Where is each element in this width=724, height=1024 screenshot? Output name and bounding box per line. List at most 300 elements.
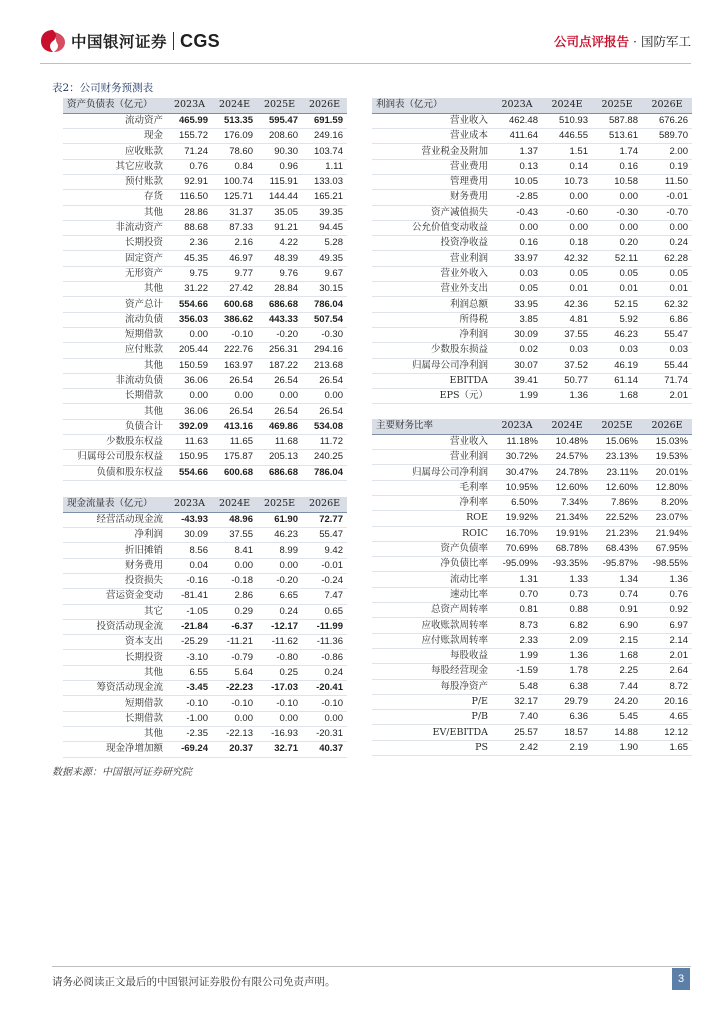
table-row — [372, 129, 692, 144]
table-row — [372, 603, 692, 618]
row-label: 固定资产 — [63, 251, 167, 266]
value-cell: 25.57 — [492, 725, 542, 740]
row-label: 营业外收入 — [372, 266, 492, 281]
table-title-cell: 主要财务比率 — [372, 419, 492, 434]
value-cell: 686.68 — [257, 297, 302, 312]
value-cell: 510.93 — [542, 113, 592, 128]
table-row — [63, 604, 347, 619]
value-cell: -95.09% — [492, 557, 542, 572]
value-cell: 22.52% — [592, 511, 642, 526]
value-cell: 595.47 — [257, 113, 302, 128]
year-header-cell: 2026E — [642, 98, 692, 113]
table-row — [63, 190, 347, 205]
value-cell: 32.17 — [492, 694, 542, 709]
value-cell: 469.86 — [257, 419, 302, 434]
value-cell: 2.01 — [642, 389, 692, 404]
value-cell: 21.34% — [542, 511, 592, 526]
table-row — [372, 266, 692, 281]
value-cell: 88.68 — [167, 220, 212, 235]
value-cell: 1.36 — [642, 572, 692, 587]
value-cell: 35.05 — [257, 205, 302, 220]
row-label: 总资产周转率 — [372, 603, 492, 618]
row-label: 归属母公司股东权益 — [63, 450, 167, 465]
value-cell: 48.39 — [257, 251, 302, 266]
value-cell: 20.16 — [642, 694, 692, 709]
value-cell: 12.60% — [542, 480, 592, 495]
value-cell: -20.31 — [302, 726, 347, 741]
value-cell: 20.37 — [212, 742, 257, 757]
data-source-note: 数据来源：中国银河证券研究院 — [52, 767, 192, 778]
value-cell: 507.54 — [302, 312, 347, 327]
value-cell: 8.99 — [257, 543, 302, 558]
value-cell: 1.37 — [492, 144, 542, 159]
row-label: EBITDA — [372, 373, 492, 388]
row-label: 净利率 — [372, 495, 492, 510]
value-cell: 786.04 — [302, 297, 347, 312]
value-cell: 2.86 — [212, 589, 257, 604]
value-cell: 5.48 — [492, 679, 542, 694]
year-header-cell: 2025E — [257, 497, 302, 512]
table-row — [63, 297, 347, 312]
value-cell: 26.54 — [257, 404, 302, 419]
table-row — [372, 587, 692, 602]
value-cell: -0.79 — [212, 650, 257, 665]
value-cell: 1.36 — [542, 648, 592, 663]
table-row — [372, 434, 692, 449]
row-label: EV/EBITDA — [372, 725, 492, 740]
value-cell: 0.13 — [492, 159, 542, 174]
value-cell: 6.90 — [592, 618, 642, 633]
table-row — [63, 251, 347, 266]
value-cell: 30.47% — [492, 465, 542, 480]
table-row — [372, 312, 692, 327]
value-cell: 91.21 — [257, 220, 302, 235]
value-cell: 6.97 — [642, 618, 692, 633]
value-cell: 116.50 — [167, 190, 212, 205]
year-header-cell: 2026E — [302, 98, 347, 113]
year-header-cell: 2024E — [542, 98, 592, 113]
table-row — [372, 282, 692, 297]
table-row — [63, 465, 347, 480]
row-label: 资本支出 — [63, 635, 167, 650]
row-label: EPS（元） — [372, 389, 492, 404]
value-cell: 61.14 — [592, 373, 642, 388]
table-row — [372, 633, 692, 648]
value-cell: 9.75 — [167, 266, 212, 281]
table-row — [63, 558, 347, 573]
row-label: 投资活动现金流 — [63, 619, 167, 634]
balance-sheet-table — [63, 98, 347, 481]
row-label: P/E — [372, 694, 492, 709]
value-cell: 589.70 — [642, 129, 692, 144]
value-cell: 62.32 — [642, 297, 692, 312]
table-row — [372, 648, 692, 663]
value-cell: 0.00 — [492, 220, 542, 235]
value-cell: 9.77 — [212, 266, 257, 281]
row-label: 每股净资产 — [372, 679, 492, 694]
value-cell: 0.00 — [642, 220, 692, 235]
value-cell: 0.03 — [642, 343, 692, 358]
table-row — [63, 174, 347, 189]
value-cell: 39.41 — [492, 373, 542, 388]
table-row — [63, 450, 347, 465]
value-cell: 46.97 — [212, 251, 257, 266]
value-cell: 50.77 — [542, 373, 592, 388]
value-cell: 20.01% — [642, 465, 692, 480]
footer-disclaimer: 请务必阅读正文最后的中国银河证券股份有限公司免责声明。 — [52, 976, 336, 988]
row-label: 净利润 — [372, 327, 492, 342]
logo-cn-text: 中国银河证券 — [71, 33, 168, 51]
value-cell: -11.36 — [302, 635, 347, 650]
value-cell: 3.85 — [492, 312, 542, 327]
row-label: 其它应收款 — [63, 159, 167, 174]
value-cell: -69.24 — [167, 742, 212, 757]
value-cell: 7.86% — [592, 495, 642, 510]
table-row — [63, 696, 347, 711]
row-label: 应收账款 — [63, 144, 167, 159]
value-cell: 52.15 — [592, 297, 642, 312]
row-label: 少数股东权益 — [63, 435, 167, 450]
value-cell: 37.55 — [212, 528, 257, 543]
value-cell: -0.80 — [257, 650, 302, 665]
value-cell: 0.00 — [212, 711, 257, 726]
value-cell: 240.25 — [302, 450, 347, 465]
value-cell: 26.54 — [302, 373, 347, 388]
row-label: 少数股东损益 — [372, 343, 492, 358]
table-row — [63, 129, 347, 144]
value-cell: 70.69% — [492, 541, 542, 556]
value-cell: 2.09 — [542, 633, 592, 648]
value-cell: 33.97 — [492, 251, 542, 266]
value-cell: 1.78 — [542, 664, 592, 679]
value-cell: 0.02 — [492, 343, 542, 358]
row-label: 应付账款周转率 — [372, 633, 492, 648]
table-row — [372, 679, 692, 694]
value-cell: 46.23 — [257, 528, 302, 543]
value-cell: -0.18 — [212, 573, 257, 588]
value-cell: 587.88 — [592, 113, 642, 128]
row-label: PS — [372, 740, 492, 755]
table-row — [372, 541, 692, 556]
value-cell: 0.65 — [302, 604, 347, 619]
cash-flow-table — [63, 497, 347, 758]
value-cell: 144.44 — [257, 190, 302, 205]
table-row — [63, 404, 347, 419]
value-cell: -3.10 — [167, 650, 212, 665]
value-cell: 0.00 — [212, 389, 257, 404]
value-cell: -0.10 — [302, 696, 347, 711]
value-cell: 103.74 — [302, 144, 347, 159]
value-cell: 691.59 — [302, 113, 347, 128]
value-cell: 0.25 — [257, 665, 302, 680]
value-cell: -0.20 — [257, 573, 302, 588]
row-label: 每股收益 — [372, 648, 492, 663]
value-cell: 2.15 — [592, 633, 642, 648]
row-label: P/B — [372, 710, 492, 725]
value-cell: -81.41 — [167, 589, 212, 604]
row-label: 无形资产 — [63, 266, 167, 281]
value-cell: 0.92 — [642, 603, 692, 618]
value-cell: 30.09 — [492, 327, 542, 342]
table-row — [372, 144, 692, 159]
table-row — [372, 664, 692, 679]
table-row — [63, 635, 347, 650]
value-cell: 6.82 — [542, 618, 592, 633]
value-cell: 208.60 — [257, 129, 302, 144]
value-cell: -98.55% — [642, 557, 692, 572]
value-cell: 10.05 — [492, 174, 542, 189]
value-cell: -3.45 — [167, 681, 212, 696]
value-cell: 0.00 — [592, 220, 642, 235]
value-cell: 100.74 — [212, 174, 257, 189]
row-label: 净负债比率 — [372, 557, 492, 572]
row-label: 其它 — [63, 604, 167, 619]
value-cell: -22.23 — [212, 681, 257, 696]
value-cell: 55.47 — [302, 528, 347, 543]
row-label: 经营活动现金流 — [63, 512, 167, 527]
value-cell: 30.72% — [492, 450, 542, 465]
value-cell: 12.12 — [642, 725, 692, 740]
value-cell: 1.74 — [592, 144, 642, 159]
value-cell: 0.24 — [257, 604, 302, 619]
sector-label: 国防军工 — [640, 34, 691, 49]
value-cell: 0.96 — [257, 159, 302, 174]
table-row — [372, 220, 692, 235]
value-cell: 11.72 — [302, 435, 347, 450]
value-cell: 8.72 — [642, 679, 692, 694]
value-cell: -0.01 — [302, 558, 347, 573]
value-cell: 1.99 — [492, 648, 542, 663]
table-row — [372, 480, 692, 495]
value-cell: 0.73 — [542, 587, 592, 602]
value-cell: 0.05 — [642, 266, 692, 281]
value-cell: -0.30 — [302, 327, 347, 342]
value-cell: 61.90 — [257, 512, 302, 527]
row-label: ROE — [372, 511, 492, 526]
table-row — [63, 205, 347, 220]
value-cell: 71.24 — [167, 144, 212, 159]
value-cell: 4.65 — [642, 710, 692, 725]
value-cell: 36.06 — [167, 404, 212, 419]
value-cell: 37.55 — [542, 327, 592, 342]
table-row — [63, 512, 347, 527]
value-cell: 6.38 — [542, 679, 592, 694]
value-cell: 46.19 — [592, 358, 642, 373]
table-row — [372, 358, 692, 373]
value-cell: -22.13 — [212, 726, 257, 741]
value-cell: 36.06 — [167, 373, 212, 388]
financial-ratios-table — [372, 419, 692, 756]
table-row — [63, 144, 347, 159]
value-cell: 23.07% — [642, 511, 692, 526]
value-cell: -0.10 — [257, 696, 302, 711]
value-cell: -2.85 — [492, 190, 542, 205]
value-cell: 24.57% — [542, 450, 592, 465]
value-cell: 0.00 — [592, 190, 642, 205]
row-label: 归属母公司净利润 — [372, 358, 492, 373]
value-cell: 30.15 — [302, 282, 347, 297]
value-cell: 5.28 — [302, 236, 347, 251]
value-cell: 87.33 — [212, 220, 257, 235]
value-cell: 600.68 — [212, 465, 257, 480]
value-cell: 68.43% — [592, 541, 642, 556]
value-cell: 465.99 — [167, 113, 212, 128]
table-header-row — [372, 419, 692, 434]
value-cell: 1.11 — [302, 159, 347, 174]
table-row — [63, 373, 347, 388]
value-cell: 10.58 — [592, 174, 642, 189]
value-cell: 1.51 — [542, 144, 592, 159]
value-cell: 1.68 — [592, 389, 642, 404]
value-cell: 26.54 — [212, 404, 257, 419]
footer-divider — [52, 966, 691, 967]
value-cell: 19.91% — [542, 526, 592, 541]
value-cell: 2.00 — [642, 144, 692, 159]
value-cell: -0.86 — [302, 650, 347, 665]
value-cell: 1.68 — [592, 648, 642, 663]
table-row — [63, 389, 347, 404]
value-cell: 37.52 — [542, 358, 592, 373]
value-cell: -0.01 — [642, 190, 692, 205]
value-cell: 28.86 — [167, 205, 212, 220]
table-row — [372, 174, 692, 189]
value-cell: -0.10 — [167, 696, 212, 711]
row-label: 利润总额 — [372, 297, 492, 312]
row-label: 其他 — [63, 665, 167, 680]
table-row — [63, 220, 347, 235]
value-cell: -0.60 — [542, 205, 592, 220]
logo-en-text: CGS — [180, 30, 220, 51]
value-cell: 1.33 — [542, 572, 592, 587]
row-label: 长期投资 — [63, 236, 167, 251]
value-cell: 10.73 — [542, 174, 592, 189]
value-cell: 7.40 — [492, 710, 542, 725]
value-cell: 150.59 — [167, 358, 212, 373]
row-label: 预付账款 — [63, 174, 167, 189]
value-cell: 0.03 — [542, 343, 592, 358]
value-cell: 7.34% — [542, 495, 592, 510]
row-label: 资产负债率 — [372, 541, 492, 556]
row-label: 折旧摊销 — [63, 543, 167, 558]
value-cell: 462.48 — [492, 113, 542, 128]
row-label: 其他 — [63, 205, 167, 220]
table-row — [63, 543, 347, 558]
value-cell: -6.37 — [212, 619, 257, 634]
value-cell: 33.95 — [492, 297, 542, 312]
row-label: 流动资产 — [63, 113, 167, 128]
row-label: 净利润 — [63, 528, 167, 543]
row-label: 现金净增加额 — [63, 742, 167, 757]
value-cell: 0.84 — [212, 159, 257, 174]
table-row — [372, 251, 692, 266]
table-row — [372, 389, 692, 404]
row-label: 毛利率 — [372, 480, 492, 495]
value-cell: 0.00 — [167, 327, 212, 342]
table-row — [372, 450, 692, 465]
value-cell: 71.74 — [642, 373, 692, 388]
value-cell: -21.84 — [167, 619, 212, 634]
value-cell: 0.70 — [492, 587, 542, 602]
value-cell: 0.16 — [592, 159, 642, 174]
value-cell: 6.55 — [167, 665, 212, 680]
table-row — [372, 495, 692, 510]
value-cell: 40.37 — [302, 742, 347, 757]
year-header-cell: 2025E — [592, 98, 642, 113]
value-cell: -11.62 — [257, 635, 302, 650]
value-cell: 46.23 — [592, 327, 642, 342]
value-cell: 2.33 — [492, 633, 542, 648]
value-cell: 42.36 — [542, 297, 592, 312]
value-cell: 32.71 — [257, 742, 302, 757]
value-cell: 0.05 — [492, 282, 542, 297]
row-label: 营业成本 — [372, 129, 492, 144]
value-cell: 8.20% — [642, 495, 692, 510]
row-label: 筹资活动现金流 — [63, 681, 167, 696]
value-cell: -0.24 — [302, 573, 347, 588]
table-row — [372, 557, 692, 572]
value-cell: 1.90 — [592, 740, 642, 755]
row-label: 长期借款 — [63, 711, 167, 726]
table-row — [372, 236, 692, 251]
value-cell: 0.00 — [302, 389, 347, 404]
value-cell: 294.16 — [302, 343, 347, 358]
year-header-cell: 2024E — [542, 419, 592, 434]
row-label: 流动比率 — [372, 572, 492, 587]
value-cell: -20.41 — [302, 681, 347, 696]
value-cell: 11.50 — [642, 174, 692, 189]
value-cell: 72.77 — [302, 512, 347, 527]
table-row — [63, 726, 347, 741]
report-type — [554, 32, 691, 50]
table-row — [372, 526, 692, 541]
year-header-cell: 2025E — [257, 98, 302, 113]
table-row — [63, 528, 347, 543]
value-cell: -12.17 — [257, 619, 302, 634]
row-label: 其他 — [63, 358, 167, 373]
row-label: 每股经营现金 — [372, 664, 492, 679]
row-label: 速动比率 — [372, 587, 492, 602]
row-label: ROIC — [372, 526, 492, 541]
row-label: 营业收入 — [372, 113, 492, 128]
value-cell: 413.16 — [212, 419, 257, 434]
value-cell: 39.35 — [302, 205, 347, 220]
value-cell: 6.50% — [492, 495, 542, 510]
row-label: 财务费用 — [372, 190, 492, 205]
value-cell: 31.37 — [212, 205, 257, 220]
table-row — [372, 740, 692, 755]
value-cell: 6.65 — [257, 589, 302, 604]
page-number-badge: 3 — [672, 968, 690, 990]
year-header-cell: 2024E — [212, 497, 257, 512]
value-cell: 0.91 — [592, 603, 642, 618]
row-label: 短期借款 — [63, 327, 167, 342]
year-header-cell: 2023A — [167, 98, 212, 113]
year-header-cell: 2025E — [592, 419, 642, 434]
value-cell: 446.55 — [542, 129, 592, 144]
value-cell: 9.42 — [302, 543, 347, 558]
row-label: 短期借款 — [63, 696, 167, 711]
value-cell: 12.80% — [642, 480, 692, 495]
value-cell: 21.23% — [592, 526, 642, 541]
value-cell: 443.33 — [257, 312, 302, 327]
row-label: 非流动负债 — [63, 373, 167, 388]
table-row — [63, 711, 347, 726]
value-cell: -16.93 — [257, 726, 302, 741]
table-row — [372, 327, 692, 342]
row-label: 投资净收益 — [372, 236, 492, 251]
table-row — [63, 681, 347, 696]
value-cell: 392.09 — [167, 419, 212, 434]
